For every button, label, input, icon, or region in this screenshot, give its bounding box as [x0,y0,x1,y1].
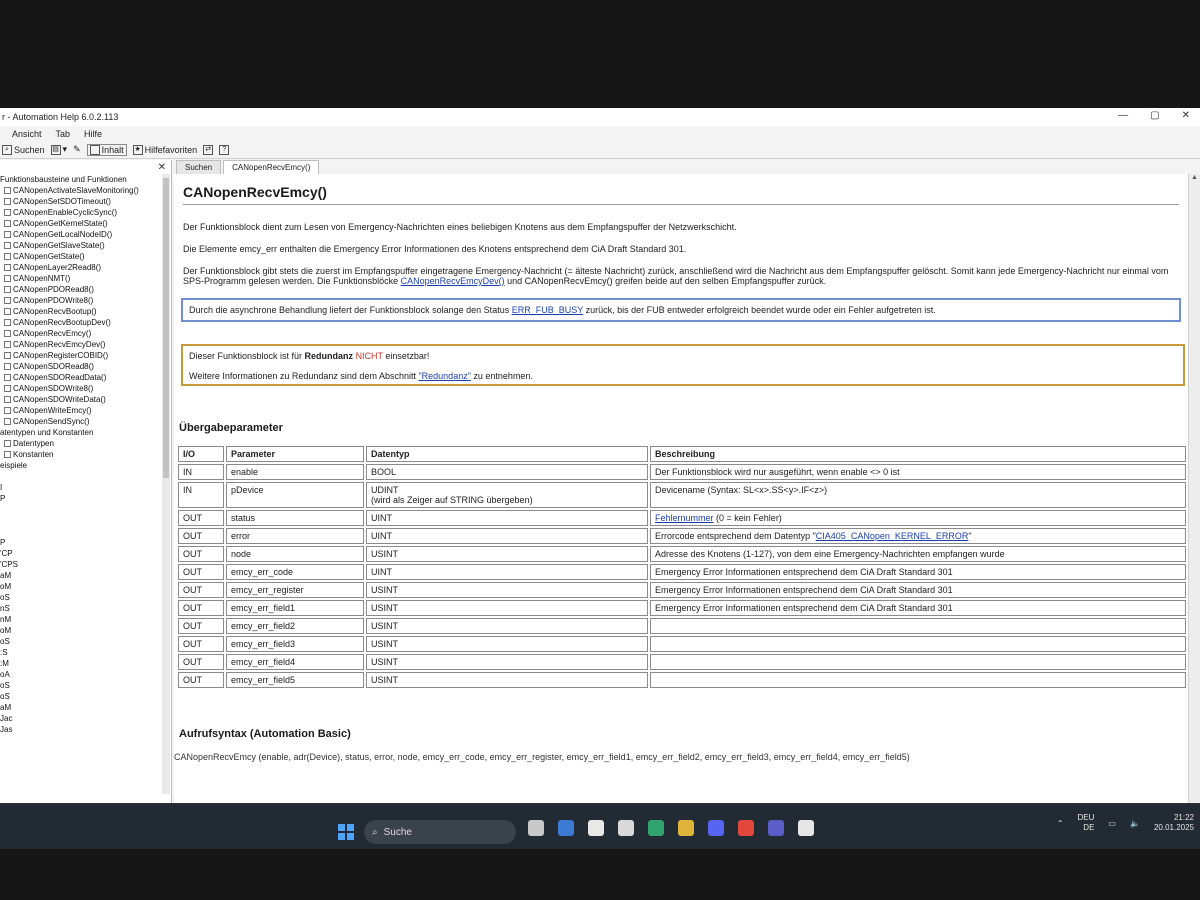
taskbar-app-icon[interactable] [708,820,724,836]
tree-item[interactable]: oS [0,637,10,646]
page-title: CANopenRecvEmcy() [183,184,327,200]
tab-canopenrecvemcy[interactable]: CANopenRecvEmcy() [223,160,319,174]
redundancy-note: Dieser Funktionsblock ist für Redundanz NICHT einsetzbar! Weitere Informationen zu Redundanz sind dem Abschnitt "Redundanz" zu entnehmen. [181,344,1185,386]
tree-item[interactable]: CANopenEnableCyclicSync() [0,207,162,218]
scroll-up-icon[interactable]: ▲ [1191,174,1198,181]
edit-icon[interactable]: ✎ [73,144,81,154]
search-icon: ⌕ [2,145,12,155]
search-button[interactable]: ⌕ Suchen [2,145,45,155]
taskbar-app-icon[interactable] [738,820,754,836]
table-row: OUT emcy_err_field1 USINT Emergency Error Informationen entsprechend dem CiA Draft Standard 301 [178,600,1186,616]
taskbar-app-icon[interactable] [558,820,574,836]
table-row: OUT emcy_err_field3 USINT [178,636,1186,652]
help-content [174,174,1188,810]
table-row: IN pDevice UDINT (wird als Zeiger auf STRING übergeben) Devicename (Syntax: SL<x>.SS<y>.IF<z>) [178,482,1186,508]
tree-item[interactable]: oS [0,593,10,602]
favorites-button[interactable]: ★ Hilfefavoriten [134,144,198,155]
tree-item[interactable]: CANopenRecvBootupDev() [0,317,162,328]
tree-item[interactable]: aM [0,571,12,580]
table-row: IN enable BOOL Der Funktionsblock wird nur ausgeführt, wenn enable <> 0 ist [178,464,1186,480]
page-icon [4,385,11,392]
tree-item[interactable] [0,515,162,526]
help-button[interactable] [219,145,229,155]
tab-strip [176,160,319,174]
tree-item[interactable]: oA [0,670,10,679]
page-icon [4,396,11,403]
page-icon [4,253,11,260]
params-heading: Übergabeparameter [179,422,283,434]
tree-item[interactable]: oM [0,626,12,635]
screen [0,108,1200,848]
page-icon [4,341,11,348]
link-canopenrecvemcydev[interactable]: CANopenRecvEmcyDev() [400,276,505,286]
tree-item[interactable]: aM [0,703,12,712]
page-icon [4,286,11,293]
taskbar-app-icon[interactable] [528,820,544,836]
page-icon [4,242,11,249]
tree-item[interactable]: :S [0,648,8,657]
description-3: Der Funktionsblock gibt stets die zuerst im Empfangspuffer eingetragene Emergency-Nachricht (= älteste Nachricht) zurück, anschließend wird die Nachricht aus dem Empfangspuffer gelöscht. Somit kann jede Emergency-Nachricht nur einmal vom SPS-Programm gelesen werden. Die Funktionsblöcke CANopenRecvEmcyDev() und CANopenRecvEmcy() greifen beide auf den selben Empfangspuffer zurück. [183,266,1169,286]
clock[interactable]: 21:22 20.01.2025 [1153,813,1194,832]
page-icon [4,187,11,194]
page-icon [4,374,11,381]
help-icon: ? [219,145,229,155]
page-icon [4,440,11,447]
tab-suchen[interactable]: Suchen [176,160,221,174]
tree-item[interactable]: CANopenSetSDOTimeout() [0,196,162,207]
tree-item[interactable]: Datentypen [0,438,162,449]
menu-hilfe[interactable]: Hilfe [84,128,103,139]
start-button[interactable] [338,824,354,840]
page-icon [4,363,11,370]
page-icon [4,308,11,315]
table-header-row [178,446,1186,462]
title-divider [183,204,1179,205]
page-icon [4,209,11,216]
tree-item[interactable]: CANopenSDOReadData() [0,372,162,383]
tree-item[interactable]: eispiele [0,461,28,470]
pane-close-icon[interactable]: ✕ [157,162,166,173]
parameter-table [176,444,1188,690]
desc-link[interactable]: Fehlernummer [655,513,714,523]
pane-scrollbar[interactable] [162,174,170,794]
tree-item[interactable]: atentypen und Konstanten [0,428,94,437]
maximize-button[interactable]: ▢ [1150,110,1160,121]
description-2: Die Elemente emcy_err enthalten die Emergency Error Informationen des Knotens entsprechend dem CiA Draft Standard 301. [183,244,687,254]
call-syntax: CANopenRecvEmcy (enable, adr(Device), status, error, node, emcy_err_code, emcy_err_register, emcy_err_field1, emcy_err_field2, emcy_err_field3, emcy_err_field4, emcy_err_field5) [174,752,910,762]
tree-item[interactable]: CANopenGetKernelState() [0,218,162,229]
tree-item[interactable]: CANopenRecvBootup() [0,306,162,317]
tree-item[interactable]: :M [0,659,9,668]
tree-item[interactable]: 'CPS [0,560,18,569]
tree-item[interactable]: 'CP [0,549,13,558]
tree-item[interactable]: CANopenPDORead8() [0,284,162,295]
tree-item[interactable]: P [0,538,6,547]
page-icon [4,275,11,282]
print-button[interactable]: ▤ ▾ [52,144,68,154]
page-icon [4,264,11,271]
tree-item[interactable]: CANopenPDOWrite8() [0,295,162,306]
tree-item[interactable]: oS [0,681,10,690]
page-icon [4,451,11,458]
tree-item[interactable]: nM [0,615,12,624]
tree-item[interactable] [0,504,162,515]
table-row: OUT status UINT Fehlernummer (0 = kein Fehler) [178,510,1186,526]
sync-button[interactable] [203,145,213,155]
star-icon: ★ [134,145,141,153]
tree-item[interactable]: CANopenSDORead8() [0,361,162,372]
header-io: I/O [178,446,224,462]
page-icon [4,330,11,337]
contents-pane [0,160,172,810]
close-button[interactable]: ✕ [1181,110,1190,121]
table-row: OUT emcy_err_field5 USINT [178,672,1186,688]
toolbar [0,141,1200,159]
taskbar-search[interactable]: ⌕ Suche [364,820,516,844]
tree-item[interactable]: CANopenGetState() [0,251,162,262]
pane-scroll-thumb[interactable] [163,178,169,478]
menu-ansicht[interactable]: Ansicht [12,128,42,139]
tree-item[interactable]: CANopenGetSlaveState() [0,240,162,251]
link-redundanz[interactable]: "Redundanz" [418,371,471,381]
tree-item[interactable]: CANopenRecvEmcyDev() [0,339,162,350]
tree-item[interactable]: P [0,494,6,503]
taskbar-app-icon[interactable] [588,820,604,836]
tree-item[interactable] [0,526,162,537]
system-tray [1057,808,1194,838]
tree-item[interactable]: CANopenLayer2Read8() [0,262,162,273]
desc-link[interactable]: CIA405_CANopen_KERNEL_ERROR [815,531,969,541]
tree-item[interactable]: CANopenSendSync() [0,416,162,427]
table-row: OUT emcy_err_field4 USINT [178,654,1186,670]
tree-item[interactable]: CANopenRecvEmcy() [0,328,162,339]
contents-button[interactable]: Inhalt [87,144,127,156]
page-icon [4,407,11,414]
header-beschreibung: Beschreibung [650,446,1186,462]
tree-item[interactable] [0,471,162,482]
table-row: OUT emcy_err_code UINT Emergency Error Informationen entsprechend dem CiA Draft Standard 301 [178,564,1186,580]
language-indicator[interactable]: DEU DE [1077,813,1095,832]
menu-tab[interactable]: Tab [55,128,71,139]
title-bar [0,108,1200,126]
tree-item[interactable]: Jas [0,725,13,734]
tree-item[interactable]: CANopenRegisterCOBID() [0,350,162,361]
link-err-fub-busy[interactable]: ERR_FUB_BUSY [511,305,584,315]
taskbar-app-icon[interactable] [798,820,814,836]
chevron-up-icon[interactable]: ⌃ [1056,818,1064,828]
search-icon: ⌕ [372,826,378,838]
sync-icon: ⇄ [203,145,213,155]
contents-icon [90,145,100,155]
table-row: OUT emcy_err_field2 USINT [178,618,1186,634]
tree-item[interactable]: CANopenSDOWriteData() [0,394,162,405]
table-row: OUT emcy_err_register USINT Emergency Error Informationen entsprechend dem CiA Draft Standard 301 [178,582,1186,598]
print-icon: ▤ [52,145,59,153]
tree-item[interactable]: CANopenGetLocalNodeID() [0,229,162,240]
page-icon [4,319,11,326]
table-row: OUT error UINT Errorcode entsprechend dem Datentyp "CIA405_CANopen_KERNEL_ERROR" [178,528,1186,544]
tree-item[interactable]: I [0,483,3,492]
tree-item[interactable]: Funktionsbausteine und Funktionen [0,175,127,184]
menu-bar [0,126,1200,141]
contents-tree [0,174,162,735]
page-icon [4,220,11,227]
tree-item[interactable]: oS [0,692,10,701]
tree-item[interactable]: CANopenWriteEmcy() [0,405,162,416]
page-icon [4,418,11,425]
taskbar-app-icon[interactable] [618,820,634,836]
syntax-heading: Aufrufsyntax (Automation Basic) [179,728,351,740]
tree-item[interactable]: CANopenActivateSlaveMonitoring() [0,185,162,196]
taskbar-app-icon[interactable] [768,820,784,836]
table-row: OUT node USINT Adresse des Knotens (1-127), von dem eine Emergency-Nachrichten empfangen wurde [178,546,1186,562]
page-icon [4,352,11,359]
page-icon [4,198,11,205]
async-note: Durch die asynchrone Behandlung liefert der Funktionsblock solange den Status ERR_FUB_BUSY zurück, bis der FUB entweder erfolgreich beendet wurde oder ein Fehler aufgetreten ist. [181,298,1181,322]
tree-item[interactable]: Konstanten [0,449,162,460]
tree-item[interactable]: oM [0,582,12,591]
taskbar-app-icon[interactable] [648,820,664,836]
tree-item[interactable]: Jac [0,714,13,723]
header-datentyp: Datentyp [366,446,648,462]
content-scrollbar[interactable] [1188,174,1200,810]
minimize-button[interactable]: — [1118,110,1129,121]
network-icon[interactable]: ▭ [1108,818,1116,828]
page-icon [4,297,11,304]
volume-icon[interactable]: 🔈 [1129,818,1140,828]
tree-item[interactable]: CANopenSDOWrite8() [0,383,162,394]
header-parameter: Parameter [226,446,364,462]
window-title: r - Automation Help 6.0.2.113 [2,112,119,122]
taskbar-app-icon[interactable] [678,820,694,836]
page-icon [4,231,11,238]
tree-item[interactable]: nS [0,604,10,613]
tree-item[interactable]: CANopenNMT() [0,273,162,284]
description-1: Der Funktionsblock dient zum Lesen von Emergency-Nachrichten eines beliebigen Knotens aus dem Empfangspuffer der Netzwerkschicht. [183,222,737,232]
